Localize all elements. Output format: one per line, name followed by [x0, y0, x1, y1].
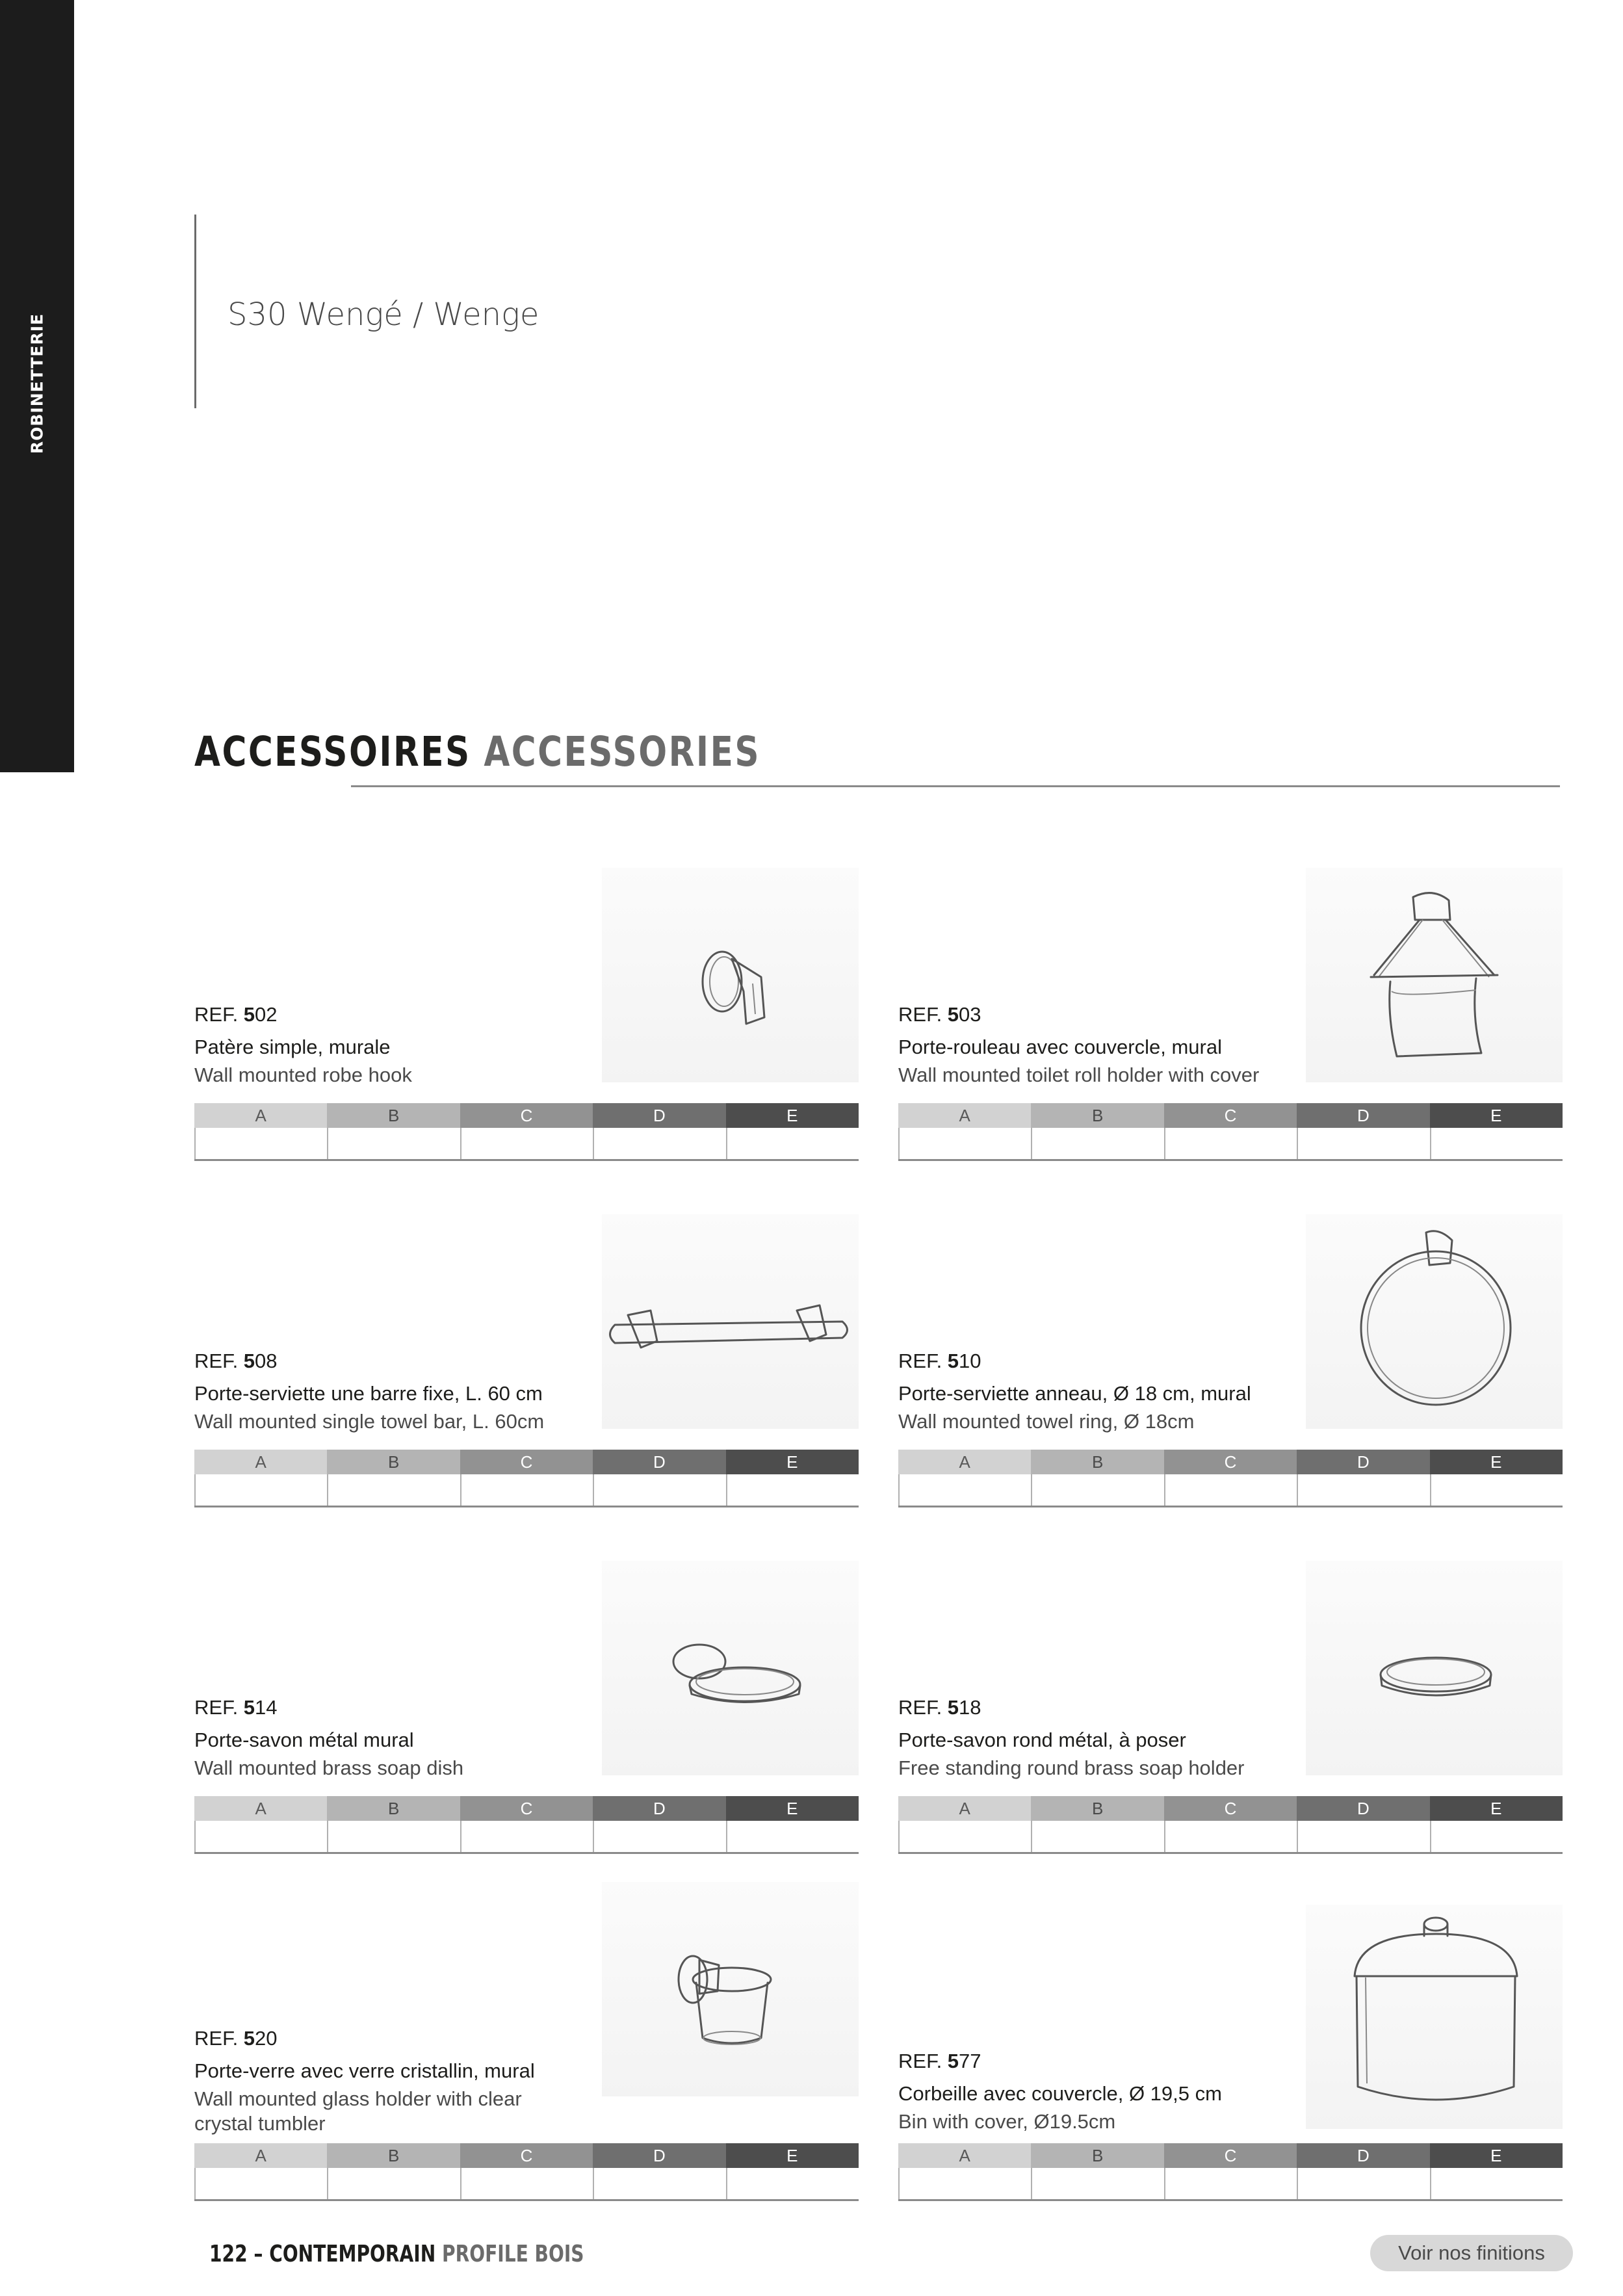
- toilet-roll-holder-icon: [1306, 868, 1563, 1082]
- product-ref: REF. 508: [194, 1350, 278, 1372]
- finish-cell: [1297, 1821, 1429, 1852]
- finish-table: [898, 1103, 1563, 1162]
- towel-bar-icon: [602, 1214, 859, 1429]
- finish-col-c: C: [1164, 1796, 1297, 1821]
- product-ref: REF. 514: [194, 1696, 278, 1719]
- finish-cell: [1031, 1474, 1163, 1506]
- finish-cell: [194, 1128, 327, 1159]
- finish-col-b: B: [1031, 1796, 1163, 1821]
- product-desc-fr: Porte-savon rond métal, à poser: [898, 1729, 1186, 1751]
- product-desc-en: Wall mounted brass soap dish: [194, 1756, 464, 1779]
- finish-cell: [898, 1821, 1031, 1852]
- finish-cell: [460, 2168, 593, 2199]
- finish-cell: [1164, 2168, 1297, 2199]
- finish-col-a: A: [194, 2143, 327, 2168]
- section-title-en: ACCESSORIES: [484, 728, 761, 776]
- product-ref: REF. 510: [898, 1350, 981, 1372]
- finish-col-e: E: [1430, 1103, 1563, 1128]
- finish-col-b: B: [1031, 1450, 1163, 1474]
- finish-cell: [1430, 2168, 1563, 2199]
- finish-table: [194, 1450, 859, 1508]
- finish-cell: [1164, 1128, 1297, 1159]
- finish-cell: [1297, 1128, 1429, 1159]
- finish-col-d: D: [1297, 2143, 1429, 2168]
- finish-cell: [1297, 2168, 1429, 2199]
- product-image: [1306, 1561, 1563, 1775]
- finish-col-e: E: [726, 1450, 859, 1474]
- product-desc-fr: Porte-serviette une barre fixe, L. 60 cm: [194, 1382, 543, 1405]
- finish-col-d: D: [593, 1450, 725, 1474]
- product-desc-en: Wall mounted glass holder with clear crystal tumbler: [194, 2087, 522, 2135]
- product-desc-en: Wall mounted toilet roll holder with cover: [898, 1063, 1260, 1086]
- product-image: [1306, 868, 1563, 1082]
- finish-col-a: A: [898, 1796, 1031, 1821]
- finish-col-d: D: [1297, 1450, 1429, 1474]
- finish-cell: [726, 2168, 859, 2199]
- finish-col-c: C: [1164, 1103, 1297, 1128]
- finish-cell: [1297, 1474, 1429, 1506]
- bin-icon: [1306, 1905, 1563, 2129]
- finish-col-b: B: [327, 2143, 460, 2168]
- finish-col-d: D: [593, 1103, 725, 1128]
- finish-cell: [194, 1474, 327, 1506]
- product-ref: REF. 520: [194, 2027, 278, 2050]
- product-desc-fr: Porte-serviette anneau, Ø 18 cm, mural: [898, 1382, 1251, 1405]
- section-rule: [351, 785, 1560, 787]
- product-desc-en: Free standing round brass soap holder: [898, 1756, 1245, 1779]
- finish-cell: [726, 1128, 859, 1159]
- finish-cell: [1031, 2168, 1163, 2199]
- finish-col-b: B: [327, 1796, 460, 1821]
- finish-cell: [1430, 1474, 1563, 1506]
- product-ref: REF. 502: [194, 1003, 278, 1026]
- footer-page-label: 122 – CONTEMPORAIN: [209, 2241, 436, 2267]
- product-ref: REF. 518: [898, 1696, 981, 1719]
- product-desc-fr: Patère simple, murale: [194, 1036, 391, 1058]
- finish-cell: [593, 2168, 725, 2199]
- finish-cell: [460, 1821, 593, 1852]
- product-desc-fr: Corbeille avec couvercle, Ø 19,5 cm: [898, 2082, 1222, 2105]
- finish-cell: [327, 1474, 460, 1506]
- finish-cell: [1164, 1821, 1297, 1852]
- finish-title: S30 Wengé / Wenge: [227, 296, 539, 333]
- finish-cell: [460, 1474, 593, 1506]
- product-ref: REF. 503: [898, 1003, 981, 1026]
- finish-col-a: A: [194, 1450, 327, 1474]
- finish-cell: [327, 2168, 460, 2199]
- finish-cell: [898, 2168, 1031, 2199]
- finish-col-a: A: [898, 1450, 1031, 1474]
- product-desc-en: Bin with cover, Ø19.5cm: [898, 2110, 1116, 2133]
- product-desc-en: Wall mounted robe hook: [194, 1063, 412, 1086]
- finish-table: [194, 2143, 859, 2202]
- section-title: [194, 728, 760, 776]
- finish-col-d: D: [1297, 1103, 1429, 1128]
- product-image: [1306, 1214, 1563, 1429]
- finish-cell: [726, 1821, 859, 1852]
- side-tab: [0, 0, 74, 772]
- finish-col-c: C: [460, 1103, 593, 1128]
- product-ref: REF. 577: [898, 2050, 981, 2072]
- finish-col-a: A: [898, 2143, 1031, 2168]
- finish-cell: [898, 1474, 1031, 1506]
- title-divider: [194, 215, 196, 408]
- finish-cell: [327, 1821, 460, 1852]
- finish-cell: [1031, 1821, 1163, 1852]
- finish-cell: [726, 1474, 859, 1506]
- finish-table: [898, 1796, 1563, 1855]
- product-image: [602, 1214, 859, 1429]
- finish-table: [898, 1450, 1563, 1508]
- finish-cell: [1164, 1474, 1297, 1506]
- page-footer: [209, 2241, 584, 2267]
- finish-col-a: A: [194, 1796, 327, 1821]
- section-title-fr: ACCESSOIRES: [194, 728, 471, 776]
- finish-col-b: B: [1031, 1103, 1163, 1128]
- finish-cell: [194, 1821, 327, 1852]
- finish-col-c: C: [460, 2143, 593, 2168]
- finish-col-e: E: [726, 1796, 859, 1821]
- finish-cell: [194, 2168, 327, 2199]
- finish-cell: [1430, 1821, 1563, 1852]
- finish-table: [194, 1103, 859, 1162]
- product-desc-fr: Porte-verre avec verre cristallin, mural: [194, 2059, 535, 2082]
- soap-holder-icon: [1306, 1561, 1563, 1775]
- view-finishes-button[interactable]: Voir nos finitions: [1370, 2235, 1573, 2271]
- finish-cell: [460, 1128, 593, 1159]
- product-desc-fr: Porte-savon métal mural: [194, 1729, 414, 1751]
- finish-table: [898, 2143, 1563, 2202]
- finish-col-a: A: [194, 1103, 327, 1128]
- soap-dish-icon: [602, 1561, 859, 1775]
- towel-ring-icon: [1306, 1214, 1563, 1429]
- robe-hook-icon: [602, 868, 859, 1082]
- finish-cell: [593, 1821, 725, 1852]
- finish-col-b: B: [327, 1103, 460, 1128]
- finish-col-e: E: [726, 2143, 859, 2168]
- finish-col-c: C: [1164, 2143, 1297, 2168]
- finish-col-c: C: [460, 1796, 593, 1821]
- product-image: [1306, 1905, 1563, 2129]
- product-image: [602, 868, 859, 1082]
- finish-col-b: B: [327, 1450, 460, 1474]
- finish-cell: [898, 1128, 1031, 1159]
- finish-col-c: C: [460, 1450, 593, 1474]
- finish-cell: [327, 1128, 460, 1159]
- finish-col-b: B: [1031, 2143, 1163, 2168]
- glass-holder-icon: [602, 1882, 859, 2096]
- product-desc-fr: Porte-rouleau avec couvercle, mural: [898, 1036, 1222, 1058]
- finish-cell: [1031, 1128, 1163, 1159]
- finish-cell: [593, 1474, 725, 1506]
- finish-cell: [593, 1128, 725, 1159]
- product-image: [602, 1561, 859, 1775]
- footer-collection: PROFILE BOIS: [442, 2241, 584, 2267]
- finish-col-d: D: [593, 2143, 725, 2168]
- finish-col-c: C: [1164, 1450, 1297, 1474]
- finish-col-a: A: [898, 1103, 1031, 1128]
- finish-table: [194, 1796, 859, 1855]
- finish-col-e: E: [1430, 2143, 1563, 2168]
- side-tab-label: ROBINETTERIE: [27, 313, 47, 454]
- product-image: [602, 1882, 859, 2096]
- finish-col-d: D: [1297, 1796, 1429, 1821]
- product-desc-en: Wall mounted single towel bar, L. 60cm: [194, 1410, 545, 1433]
- product-desc-en: Wall mounted towel ring, Ø 18cm: [898, 1410, 1195, 1433]
- finish-col-e: E: [726, 1103, 859, 1128]
- finish-col-e: E: [1430, 1796, 1563, 1821]
- finish-col-d: D: [593, 1796, 725, 1821]
- finish-cell: [1430, 1128, 1563, 1159]
- finish-col-e: E: [1430, 1450, 1563, 1474]
